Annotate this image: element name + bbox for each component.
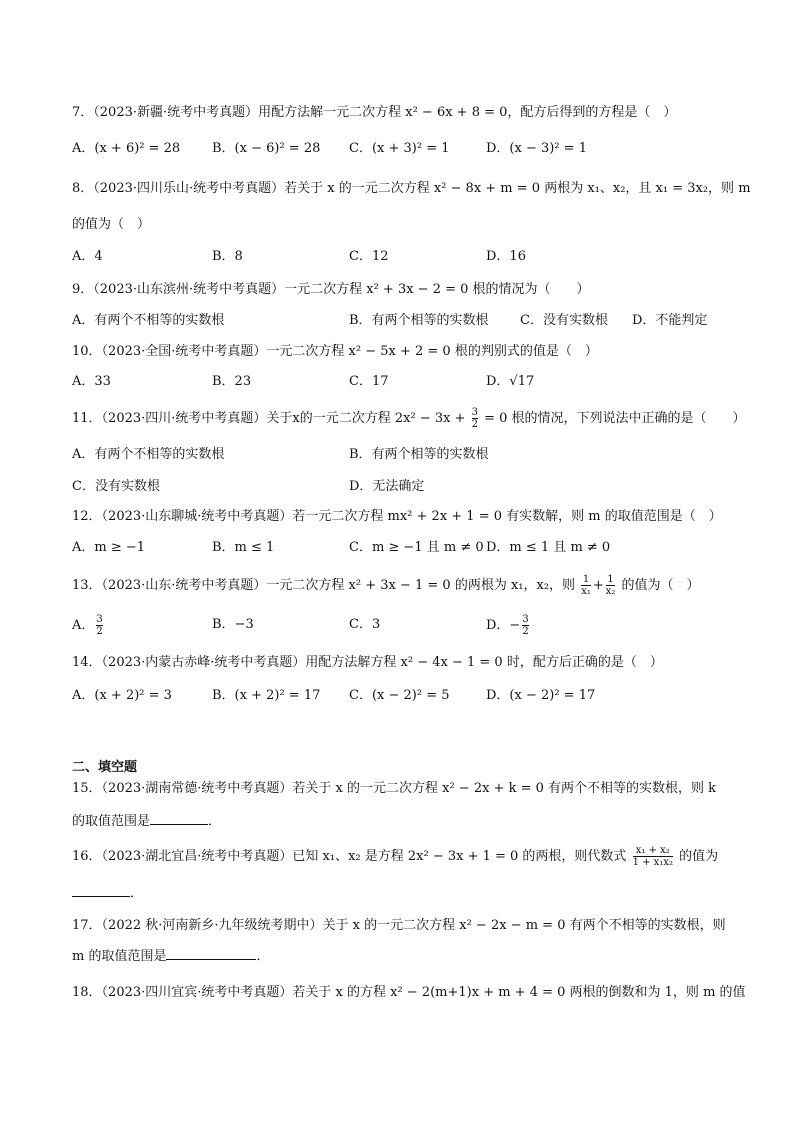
- q10-option-b[interactable]: B．23: [212, 374, 252, 389]
- q16-stem-post: 的值为: [679, 849, 719, 864]
- question-12-options: [72, 537, 732, 559]
- question-17-stem: 17．（2022 秋·河南新乡·九年级统考期中）关于 x 的一元二次方程 x² − 2x − m = 0 有两个不相等的实数根，则: [72, 918, 726, 933]
- q13-option-b[interactable]: B．−3: [212, 617, 254, 632]
- q16-fraction: [633, 845, 673, 868]
- q16-answer-blank[interactable]: [72, 882, 130, 897]
- question-11-stem: [72, 407, 746, 430]
- q8-option-a[interactable]: A．4: [72, 249, 103, 264]
- q16-stem-pre: 16．（2023·湖北宜昌·统考中考真题）已知 x₁、x₂ 是方程 2x² − 3x + 1 = 0 的两根，则代数式: [72, 849, 627, 864]
- question-16-answer-line: [72, 882, 143, 904]
- question-7-stem: 7．（2023·新疆·统考中考真题）用配方法解一元二次方程 x² − 6x + 8 = 0，配方后得到的方程是（ ）: [72, 105, 677, 120]
- question-12-stem: 12．（2023·山东聊城·统考中考真题）若一元二次方程 mx² + 2x + 1 = 0 有实数解，则 m 的取值范围是（ ）: [72, 509, 722, 524]
- q13-option-a-den: 2: [96, 626, 103, 637]
- q11-frac-num: 3: [471, 407, 478, 418]
- section-2-heading: 二、填空题: [72, 760, 138, 775]
- q9-option-a[interactable]: A．有两个不相等的实数根: [72, 313, 225, 328]
- q7-option-d[interactable]: D．(x − 3)² = 1: [486, 141, 587, 156]
- q11-fraction: [472, 407, 478, 430]
- q12-option-b[interactable]: B．m ≤ 1: [212, 540, 275, 555]
- q13-option-d[interactable]: [486, 614, 531, 637]
- q11-stem-post: = 0 根的情况，下列说法中正确的是（ ）: [484, 411, 746, 426]
- q13-frac2-den: x₂: [605, 586, 616, 597]
- question-16-stem: [72, 845, 718, 868]
- question-13-options: [72, 614, 732, 644]
- q14-option-a[interactable]: A．(x + 2)² = 3: [72, 688, 172, 703]
- q13-option-d-label: D．−: [486, 618, 521, 633]
- question-15-stem: 15．（2023·湖南常德·统考中考真题）若关于 x 的一元二次方程 x² − 2x + k = 0 有两个不相等的实数根，则 k: [72, 781, 717, 796]
- q16-frac-num: x₁ + x₂: [635, 845, 670, 856]
- q16-end: ．: [130, 886, 144, 901]
- q10-option-a[interactable]: A．33: [72, 374, 111, 389]
- q14-option-b[interactable]: B．(x + 2)² = 17: [212, 688, 321, 703]
- q13-option-a-num: 3: [96, 614, 103, 625]
- q13-option-d-num: 3: [522, 614, 529, 625]
- q16-frac-den: 1 + x₁x₂: [632, 857, 673, 868]
- q13-frac2-num: 1: [607, 574, 614, 585]
- question-9-stem: 9．（2023·山东滨州·统考中考真题）一元二次方程 x² + 3x − 2 = 0 根的情况为（ ）: [72, 282, 590, 297]
- question-10-stem: 10．（2023·全国·统考中考真题）一元二次方程 x² − 5x + 2 = 0 根的判别式的值是（ ）: [72, 344, 598, 359]
- q13-fraction-2: [606, 574, 616, 597]
- q15-end: ．: [208, 814, 222, 829]
- question-10-options: [72, 371, 732, 393]
- q7-option-b[interactable]: B．(x − 6)² = 28: [212, 141, 321, 156]
- q13-stem-pre: 13．（2023·山东·统考中考真题）一元二次方程 x² + 3x − 1 = 0 的两根为 x₁，x₂，则: [72, 578, 576, 593]
- q13-fraction-1: [581, 574, 591, 597]
- question-18-stem: 18．（2023·四川宜宾·统考中考真题）若关于 x 的方程 x² − 2(m+1)x + m + 4 = 0 两根的倒数和为 1，则 m 的值: [72, 985, 746, 1000]
- q13-option-d-fraction: [522, 614, 528, 637]
- q9-option-c[interactable]: C．没有实数根: [520, 313, 608, 328]
- q12-option-d[interactable]: D．m ≤ 1 且 m ≠ 0: [486, 540, 611, 555]
- q9-option-d[interactable]: D．不能判定: [632, 313, 708, 328]
- q13-option-a-label: A．: [72, 618, 95, 633]
- q10-option-d[interactable]: D．√17: [486, 374, 535, 389]
- q11-stem-pre: 11．（2023·四川·统考中考真题）关于x的一元二次方程 2x² − 3x +: [72, 411, 466, 426]
- q13-frac1-num: 1: [582, 574, 590, 585]
- q8-option-d[interactable]: D．16: [486, 249, 526, 264]
- q13-frac1-den: x₁: [581, 586, 591, 597]
- question-14-stem: 14．（2023·内蒙古赤峰·统考中考真题）用配方法解方程 x² − 4x − 1 = 0 时，配方后正确的是（ ）: [72, 655, 663, 670]
- question-15-stem-cont: [72, 810, 221, 832]
- q15-text: 的取值范围是: [72, 814, 151, 829]
- q12-option-a[interactable]: A．m ≥ −1: [72, 540, 146, 555]
- q8-option-c[interactable]: C．12: [349, 249, 389, 264]
- q14-option-d[interactable]: D．(x − 2)² = 17: [486, 688, 596, 703]
- question-7-options: [72, 138, 732, 160]
- question-11-options-row2: [72, 476, 732, 498]
- question-8-options: [72, 246, 732, 268]
- question-11-options-row1: [72, 444, 732, 466]
- question-8-stem: 8．（2023·四川乐山·统考中考真题）若关于 x 的一元二次方程 x² − 8x + m = 0 两根为 x₁、x₂，且 x₁ = 3x₂，则 m: [72, 181, 751, 196]
- q17-answer-blank[interactable]: [166, 945, 256, 960]
- q14-option-c[interactable]: C．(x − 2)² = 5: [349, 688, 450, 703]
- q17-text: m 的取值范围是: [72, 949, 167, 964]
- question-14-options: [72, 685, 732, 707]
- q15-answer-blank[interactable]: [150, 810, 208, 825]
- q11-option-c[interactable]: C．没有实数根: [72, 479, 160, 494]
- question-17-stem-cont: [72, 945, 269, 967]
- question-9-options: [72, 310, 732, 332]
- q8-option-b[interactable]: B．8: [212, 249, 243, 264]
- q11-frac-den: 2: [471, 419, 478, 430]
- q13-option-a-fraction: [96, 614, 102, 637]
- q7-option-c[interactable]: C．(x + 3)² = 1: [349, 141, 450, 156]
- q7-option-a[interactable]: A．(x + 6)² = 28: [72, 141, 181, 156]
- question-13-stem: [72, 574, 700, 597]
- q11-option-d[interactable]: D．无法确定: [349, 479, 425, 494]
- q13-option-d-den: 2: [522, 626, 529, 637]
- q9-option-b[interactable]: B．有两个相等的实数根: [349, 313, 489, 328]
- q11-option-a[interactable]: A．有两个不相等的实数根: [72, 447, 225, 462]
- q13-plus: +: [592, 578, 604, 593]
- q10-option-c[interactable]: C．17: [349, 374, 389, 389]
- q13-stem-post: 的值为（ ）: [621, 578, 700, 593]
- question-8-stem-cont: 的值为（ ）: [72, 217, 151, 232]
- q13-option-c[interactable]: C．3: [349, 617, 381, 632]
- q12-option-c[interactable]: C．m ≥ −1 且 m ≠ 0: [349, 540, 484, 555]
- q11-option-b[interactable]: B．有两个相等的实数根: [349, 447, 489, 462]
- q17-end: ．: [256, 949, 270, 964]
- q13-option-a[interactable]: [72, 614, 105, 637]
